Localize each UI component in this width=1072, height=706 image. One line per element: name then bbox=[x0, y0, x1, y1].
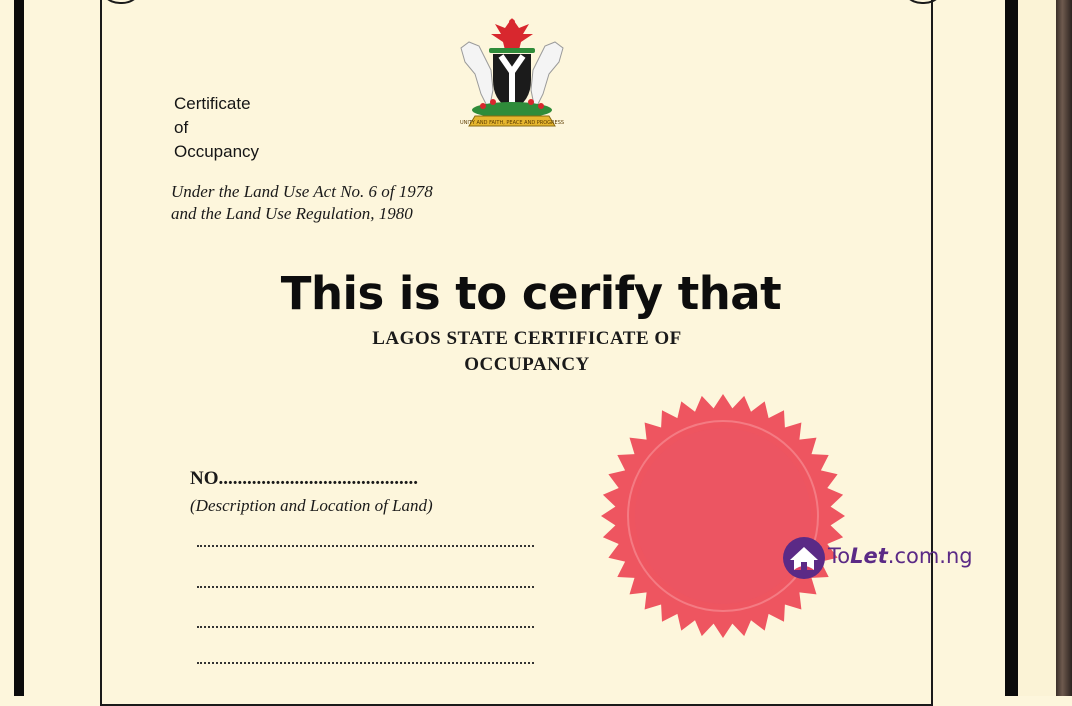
nigeria-coat-of-arms-icon bbox=[445, 14, 579, 130]
certificate-number-label: NO.......................................... bbox=[190, 468, 418, 489]
blank-fill-line bbox=[197, 545, 534, 547]
house-logo-icon bbox=[782, 536, 826, 580]
red-seal-icon bbox=[600, 393, 846, 639]
tolet-watermark-text: ToLet.com.ng bbox=[828, 544, 973, 568]
side-title-line: Certificate bbox=[174, 94, 251, 113]
certificate-subtitle bbox=[0, 326, 1054, 378]
act-line: Under the Land Use Act No. 6 of 1978 bbox=[171, 182, 433, 201]
blank-fill-line bbox=[197, 662, 534, 664]
certificate-headline: This is to cerify that bbox=[280, 267, 782, 320]
side-title-line: of bbox=[174, 118, 189, 137]
blank-fill-line bbox=[197, 586, 534, 588]
act-line: and the Land Use Regulation, 1980 bbox=[171, 204, 413, 223]
background-edge bbox=[1056, 0, 1072, 696]
certificate-side-title bbox=[174, 92, 259, 164]
side-title-line: Occupancy bbox=[174, 142, 260, 161]
tolet-watermark bbox=[782, 536, 992, 580]
blank-fill-line bbox=[197, 626, 534, 628]
land-description-label: (Description and Location of Land) bbox=[190, 496, 433, 515]
subtitle-line: LAGOS STATE CERTIFICATE OF bbox=[372, 328, 682, 349]
subtitle-line: OCCUPANCY bbox=[464, 354, 590, 375]
land-use-act-reference bbox=[171, 181, 433, 225]
svg-text:UNITY AND FAITH, PEACE AND PRO: UNITY AND FAITH, PEACE AND PROGRESS bbox=[459, 120, 565, 126]
